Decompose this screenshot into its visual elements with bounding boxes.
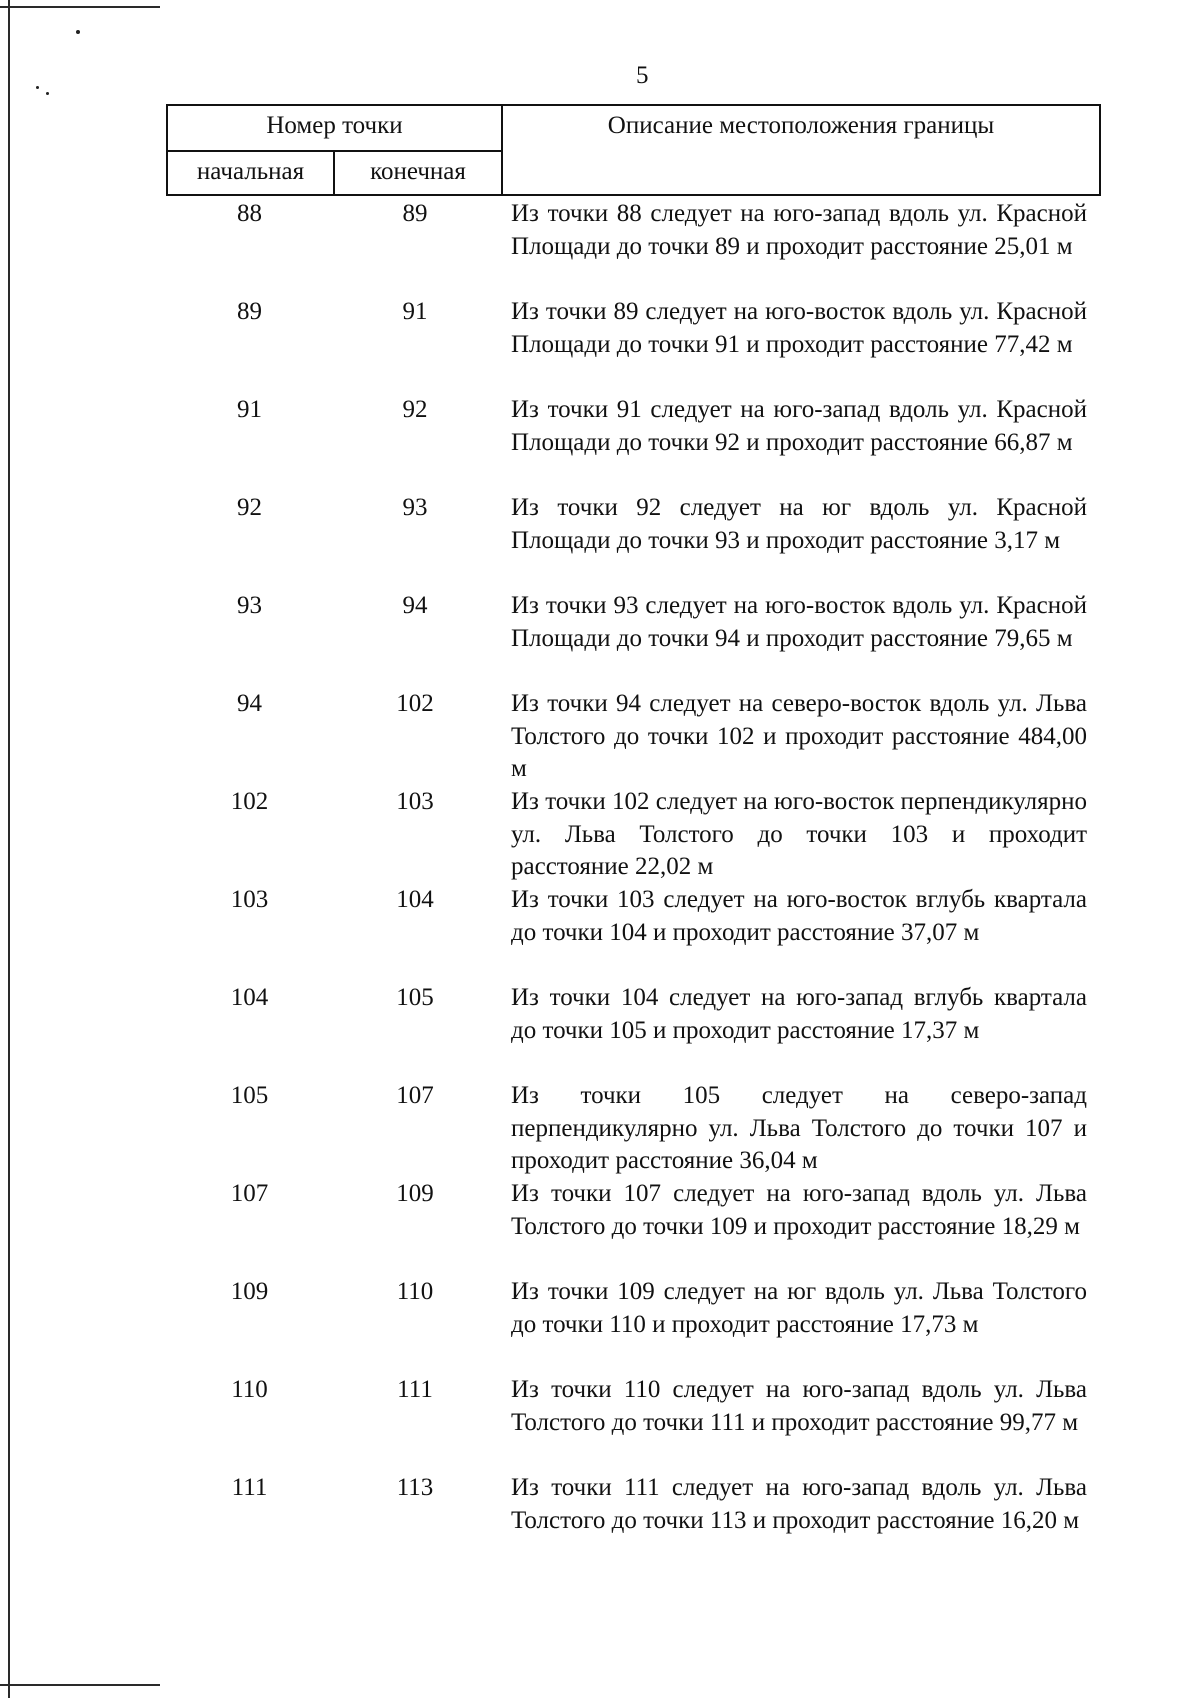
start-point-cell: 107: [230, 1180, 269, 1207]
start-point-cell: 88: [237, 200, 262, 227]
page-number: 5: [636, 62, 649, 89]
table-row: [166, 492, 1101, 590]
start-point-cell: 103: [230, 886, 269, 913]
description-header: Описание местоположения границы: [607, 112, 995, 139]
end-point-cell: 89: [402, 200, 428, 227]
end-point-header: конечная: [370, 158, 466, 185]
table-row: [166, 884, 1101, 982]
description-cell: Из точки 104 следует на юго-запад вглубь квартала до точки 105 и проходит расстояние 17,37 м: [511, 984, 1087, 1044]
description-cell: Из точки 88 следует на юго-запад вдоль ул. Красной Площади до точки 89 и проходит расстояние 25,01 м: [511, 200, 1087, 260]
end-point-cell: 102: [396, 690, 434, 717]
point-number-header: Номер точки: [168, 106, 501, 152]
table-row: [166, 1472, 1101, 1570]
scan-edge-top: [0, 6, 160, 8]
end-point-cell: 93: [402, 494, 428, 521]
table-row: [166, 394, 1101, 492]
table-row: [166, 1080, 1101, 1178]
description-cell: Из точки 91 следует на юго-запад вдоль ул. Красной Площади до точки 92 и проходит расстояние 66,87 м: [511, 396, 1087, 456]
scan-speck: [76, 30, 80, 34]
table-row: [166, 296, 1101, 394]
table-row: [166, 982, 1101, 1080]
start-point-cell: 109: [230, 1278, 269, 1305]
end-point-cell: 103: [396, 788, 434, 815]
description-cell: Из точки 111 следует на юго-запад вдоль ул. Льва Толстого до точки 113 и проходит расстояние 16,20 м: [511, 1474, 1087, 1534]
table-row: [166, 1374, 1101, 1472]
table-row: [166, 1276, 1101, 1374]
scan-edge-left: [8, 0, 10, 1698]
end-point-cell: 105: [396, 984, 434, 1011]
description-cell: Из точки 107 следует на юго-запад вдоль ул. Льва Толстого до точки 109 и проходит расстояние 18,29 м: [511, 1180, 1087, 1240]
description-cell: Из точки 92 следует на юг вдоль ул. Красной Площади до точки 93 и проходит расстояние 3,17 м: [511, 494, 1087, 554]
end-point-cell: 113: [396, 1474, 434, 1501]
scan-edge-bottom: [0, 1684, 160, 1686]
start-point-cell: 110: [231, 1376, 268, 1403]
end-point-cell: 110: [396, 1278, 434, 1305]
end-point-cell: 109: [396, 1180, 434, 1207]
end-point-cell: 107: [396, 1082, 434, 1109]
description-cell: Из точки 94 следует на северо-восток вдоль ул. Льва Толстого до точки 102 и проходит расстояние 484,00 м: [511, 690, 1087, 782]
table-row: [166, 688, 1101, 786]
start-point-cell: 94: [237, 690, 262, 717]
description-cell: Из точки 103 следует на юго-восток вглубь квартала до точки 104 и проходит расстояние 37,07 м: [511, 886, 1087, 946]
table-row: [166, 786, 1101, 884]
start-point-cell: 93: [237, 592, 262, 619]
description-cell: Из точки 89 следует на юго-восток вдоль ул. Красной Площади до точки 91 и проходит расстояние 77,42 м: [511, 298, 1087, 358]
table-row: [166, 590, 1101, 688]
end-point-cell: 111: [397, 1376, 433, 1403]
scan-speck: [46, 92, 49, 95]
description-cell: Из точки 110 следует на юго-запад вдоль ул. Льва Толстого до точки 111 и проходит расстояние 99,77 м: [511, 1376, 1087, 1436]
start-point-cell: 102: [230, 788, 269, 815]
end-point-cell: 91: [402, 298, 428, 325]
table-row: [166, 1178, 1101, 1276]
start-point-cell: 111: [231, 1474, 268, 1501]
table-body: [166, 198, 1101, 1570]
start-point-header: начальная: [168, 152, 335, 194]
start-point-cell: 92: [237, 494, 262, 521]
table-header: [166, 104, 1101, 196]
description-cell: Из точки 109 следует на юг вдоль ул. Льва Толстого до точки 110 и проходит расстояние 17,73 м: [511, 1278, 1087, 1338]
description-cell: Из точки 102 следует на юго-восток перпендикулярно ул. Льва Толстого до точки 103 и проходит расстояние 22,02 м: [511, 788, 1087, 880]
start-point-cell: 89: [237, 298, 262, 325]
end-point-cell: 104: [396, 886, 434, 913]
description-cell: Из точки 93 следует на юго-восток вдоль ул. Красной Площади до точки 94 и проходит расстояние 79,65 м: [511, 592, 1087, 652]
end-point-cell: 92: [402, 396, 428, 423]
point-number-header-group: [168, 106, 503, 194]
start-point-cell: 105: [230, 1082, 269, 1109]
table-row: [166, 198, 1101, 296]
start-point-cell: 104: [230, 984, 269, 1011]
scan-speck: [36, 86, 39, 89]
description-cell: Из точки 105 следует на северо-запад перпендикулярно ул. Льва Толстого до точки 107 и проходит расстояние 36,04 м: [511, 1082, 1087, 1174]
start-point-cell: 91: [237, 396, 262, 423]
end-point-cell: 94: [402, 592, 428, 619]
